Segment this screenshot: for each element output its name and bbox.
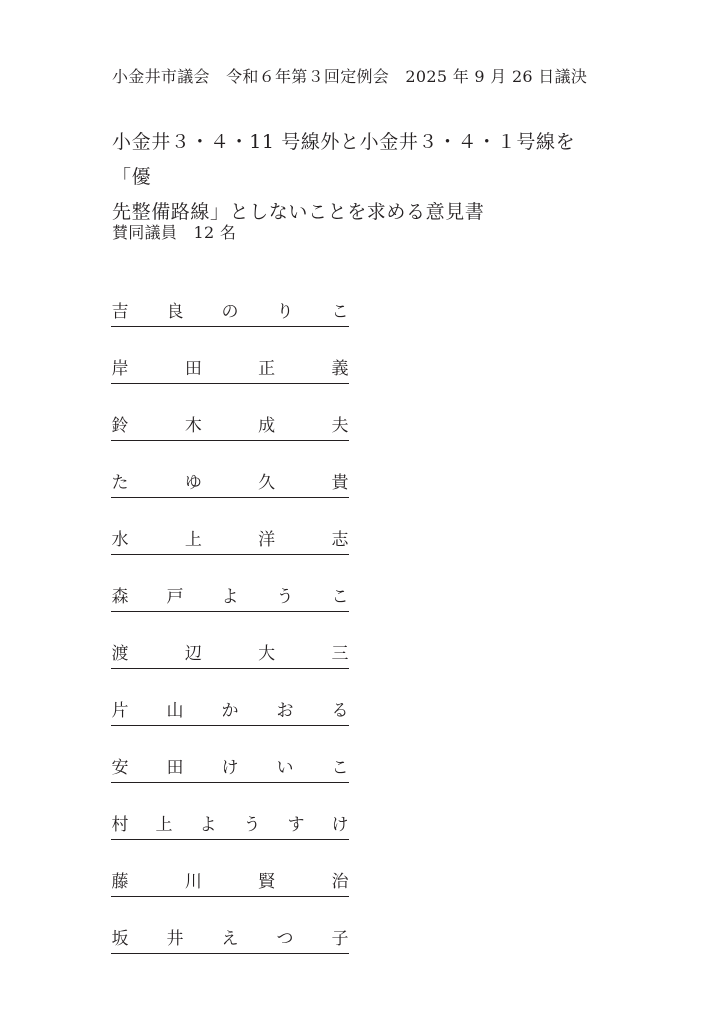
member-name-char: 子 (331, 929, 349, 949)
member-list (111, 270, 349, 954)
member-name-char: う (276, 587, 294, 607)
member-name-char: 辺 (184, 644, 202, 664)
member-name-char: か (221, 701, 239, 721)
member-name-char: 三 (331, 644, 349, 664)
member-name-char: お (276, 701, 294, 721)
member-name-char: よ (199, 815, 217, 835)
member-name-char: 成 (258, 416, 276, 436)
member-row (111, 669, 349, 726)
member-name-char: 安 (111, 758, 129, 778)
member-name-char: た (111, 473, 129, 493)
member-name-char: 志 (331, 530, 349, 550)
document-title (112, 125, 612, 230)
resolution-header: 小金井市議会 令和６年第３回定例会 2025 年 9 月 26 日議決 (112, 67, 588, 86)
supporters-count: 賛同議員 12 名 (112, 223, 237, 242)
member-name-char: え (221, 929, 239, 949)
member-name-char: い (276, 758, 294, 778)
member-row (111, 726, 349, 783)
member-name-char: こ (331, 302, 349, 322)
member-row (111, 840, 349, 897)
member-name-char: 渡 (111, 644, 129, 664)
member-row (111, 897, 349, 954)
member-name-char: 坂 (111, 929, 129, 949)
member-row (111, 441, 349, 498)
member-name-char: 鈴 (111, 416, 129, 436)
member-name-char: 田 (184, 359, 202, 379)
member-name-char: 正 (258, 359, 276, 379)
member-name-char: 良 (166, 302, 184, 322)
member-name-char: す (287, 815, 305, 835)
member-name-char: 貴 (331, 473, 349, 493)
member-name-char: う (243, 815, 261, 835)
member-name-char: 井 (166, 929, 184, 949)
member-name-char: 村 (111, 815, 129, 835)
title-line: 小金井３・４・11 号線外と小金井３・４・１号線を「優 (112, 131, 576, 188)
member-name-char: 賢 (258, 872, 276, 892)
member-name-char: 森 (111, 587, 129, 607)
member-name-char: 治 (331, 872, 349, 892)
member-name-char: け (331, 815, 349, 835)
member-name-char: け (221, 758, 239, 778)
member-name-char: 田 (166, 758, 184, 778)
member-name-char: 山 (166, 701, 184, 721)
member-name-char: 大 (258, 644, 276, 664)
member-row (111, 783, 349, 840)
member-name-char: 義 (331, 359, 349, 379)
member-name-char: 洋 (258, 530, 276, 550)
member-name-char: 木 (184, 416, 202, 436)
member-name-char: よ (221, 587, 239, 607)
member-name-char: つ (276, 929, 294, 949)
member-row (111, 612, 349, 669)
member-name-char: の (221, 302, 239, 322)
member-row (111, 270, 349, 327)
member-row (111, 555, 349, 612)
member-name-char: 岸 (111, 359, 129, 379)
member-name-char: 夫 (331, 416, 349, 436)
member-row (111, 327, 349, 384)
member-row (111, 384, 349, 441)
title-line: 先整備路線」としないことを求める意見書 (112, 201, 485, 223)
member-name-char: 片 (111, 701, 129, 721)
member-name-char: 吉 (111, 302, 129, 322)
member-name-char: り (276, 302, 294, 322)
member-name-char: こ (331, 758, 349, 778)
member-name-char: こ (331, 587, 349, 607)
member-name-char: 水 (111, 530, 129, 550)
member-name-char: る (331, 701, 349, 721)
member-name-char: 藤 (111, 872, 129, 892)
member-name-char: 上 (184, 530, 202, 550)
member-name-char: 久 (258, 473, 276, 493)
member-name-char: 川 (184, 872, 202, 892)
member-row (111, 498, 349, 555)
member-name-char: 戸 (166, 587, 184, 607)
member-name-char: 上 (155, 815, 173, 835)
member-name-char: ゆ (184, 473, 202, 493)
